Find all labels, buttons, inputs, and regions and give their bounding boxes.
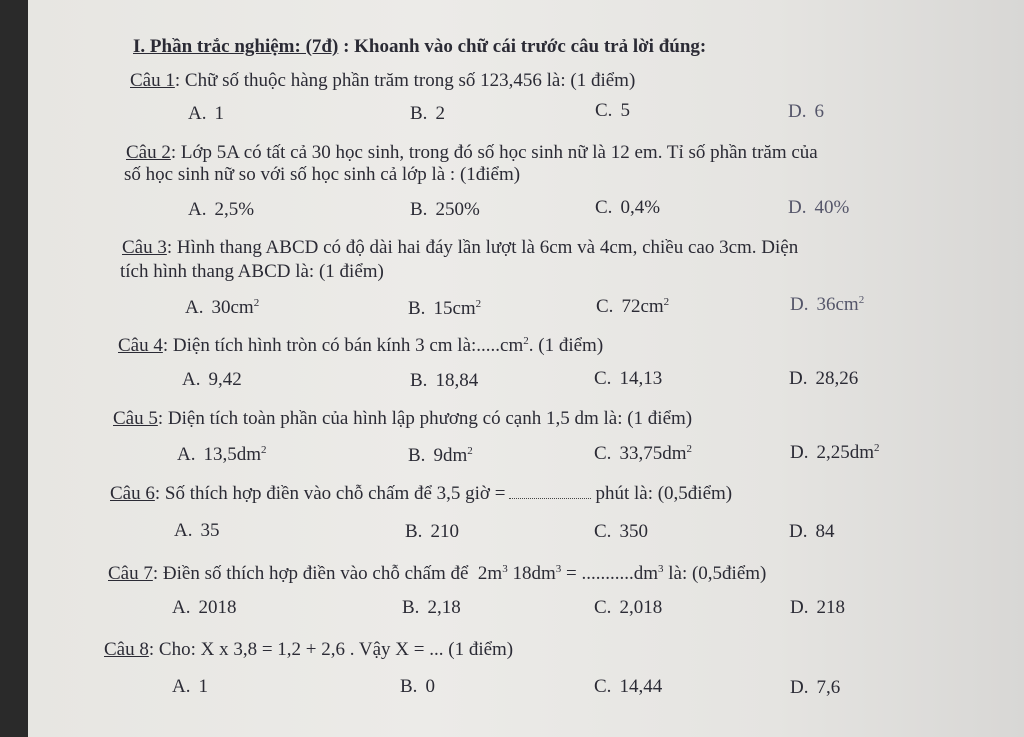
question-label: Câu 3: [122, 237, 167, 258]
question-text: Hình thang ABCD có độ dài hai đáy lần lượt là 6cm và 4cm, chiều cao 3cm. Diện: [176, 237, 799, 258]
option-a[interactable]: A. $30cm^2$: [185, 297, 260, 318]
answer-blank[interactable]: [509, 484, 591, 499]
section-heading: I. Phần trắc nghiệm: (7đ) : Khoanh vào chữ cái trước câu trả lời đúng:: [133, 36, 707, 57]
option-d[interactable]: D. 218: [790, 597, 845, 618]
option-c[interactable]: C. 0,4%: [595, 197, 661, 218]
option-c[interactable]: C. 14,13: [594, 368, 663, 389]
option-a[interactable]: A. 2018: [172, 597, 237, 618]
question-2-line-2: [124, 164, 520, 186]
question-label: Câu 5: [113, 408, 158, 429]
question-2: Câu 2: Lớp 5A có tất cả 30 học sinh, trong đó số học sinh nữ là 12 em. Tỉ số phần trăm của: [126, 142, 818, 163]
option-d[interactable]: D. $36cm^2$: [790, 294, 865, 315]
option-c[interactable]: C. 350: [594, 521, 648, 542]
question-text: Chữ số thuộc hàng phần trăm trong số 123,456 là: (1 điểm): [184, 70, 636, 91]
question-label: Câu 8: [104, 639, 149, 660]
question-4: Câu 4: Diện tích hình tròn có bán kính 3 cm $là:.....cm^2$. (1 điểm): [118, 335, 604, 356]
question-text: Cho: X x 3,8 = 1,2 + 2,6 . Vậy X = ... (1 điểm): [158, 639, 514, 660]
question-text: Lớp 5A có tất cả 30 học sinh, trong đó số học sinh nữ là 12 em. Tỉ số phần trăm của: [180, 142, 818, 163]
option-b[interactable]: B. 18,84: [410, 370, 479, 391]
question-label: Câu 6: [110, 483, 155, 504]
option-b[interactable]: B. 250%: [410, 199, 480, 220]
option-c[interactable]: C. 14,44: [594, 676, 663, 697]
option-d[interactable]: D. 7,6: [790, 677, 841, 698]
question-label: Câu 2: [126, 142, 171, 163]
option-a[interactable]: A. 35: [174, 520, 220, 541]
option-d[interactable]: D. $2,25dm^2$: [790, 442, 880, 463]
question-text: tích hình thang ABCD là: (1 điểm): [120, 261, 384, 282]
question-6: Câu 6: Số thích hợp điền vào chỗ chấm để 3,5 giờ = phút là: (0,5điểm): [110, 483, 733, 504]
question-text: số học sinh nữ so với số học sinh cả lớp là : (1điểm): [124, 164, 521, 185]
question-label: Câu 1: [130, 70, 175, 91]
question-label: Câu 4: [118, 335, 163, 356]
option-b[interactable]: B. 0: [400, 676, 435, 697]
question-text: Diện tích hình tròn có bán kính 3 cm là:.....cm: [172, 335, 524, 356]
option-d[interactable]: D. 28,26: [789, 368, 859, 389]
question-text: Số thích hợp điền vào chỗ chấm để 3,5 giờ =: [164, 483, 506, 504]
option-d[interactable]: D. 84: [789, 521, 835, 542]
question-3-line-2: [120, 261, 384, 283]
question-5: Câu 5: Diện tích toàn phần của hình lập phương có cạnh 1,5 dm là: (1 điểm): [113, 408, 693, 429]
option-b[interactable]: B. 2,18: [402, 597, 461, 618]
option-a[interactable]: A. 2,5%: [188, 199, 255, 220]
option-b[interactable]: B. $15cm^2$: [408, 298, 482, 319]
option-d[interactable]: D. 40%: [788, 197, 850, 218]
option-a[interactable]: A. 9,42: [182, 369, 242, 390]
question-3: Câu 3: Hình thang ABCD có độ dài hai đáy lần lượt là 6cm và 4cm, chiều cao 3cm. Diện: [122, 237, 799, 258]
question-text: Diện tích toàn phần của hình lập phương có cạnh 1,5 dm là: (1 điểm): [167, 408, 693, 429]
question-8: Câu 8: Cho: X x 3,8 = 1,2 + 2,6 . Vậy X = ... (1 điểm): [104, 639, 514, 660]
question-7: Câu 7: Điền số thích hợp điền vào chỗ chấm để $2m^3$ $18dm^3 = ...........dm^3$ là: (0,5điểm): [108, 563, 767, 584]
exam-paper: [28, 0, 1024, 737]
option-a[interactable]: A. 1: [172, 676, 208, 697]
section-label: I. Phần trắc nghiệm: (7đ): [133, 36, 339, 57]
option-c[interactable]: C. $33,75dm^2$: [594, 443, 692, 464]
question-1: Câu 1: Chữ số thuộc hàng phần trăm trong số 123,456 là: (1 điểm): [130, 70, 636, 91]
question-label: Câu 7: [108, 563, 153, 584]
option-c[interactable]: C. 5: [595, 100, 630, 121]
option-c[interactable]: C. 2,018: [594, 597, 663, 618]
option-c[interactable]: C. $72cm^2$: [596, 296, 670, 317]
option-a[interactable]: A. 1: [188, 103, 224, 124]
section-instruction: Khoanh vào chữ cái trước câu trả lời đúng:: [354, 36, 707, 57]
question-text: Điền số thích hợp điền vào chỗ chấm để: [162, 563, 469, 584]
option-b[interactable]: B. $9dm^2$: [408, 445, 473, 466]
option-b[interactable]: B. 210: [405, 521, 459, 542]
option-b[interactable]: B. 2: [410, 103, 445, 124]
option-a[interactable]: A. $13,5dm^2$: [177, 444, 267, 465]
option-d[interactable]: D. 6: [788, 101, 824, 122]
